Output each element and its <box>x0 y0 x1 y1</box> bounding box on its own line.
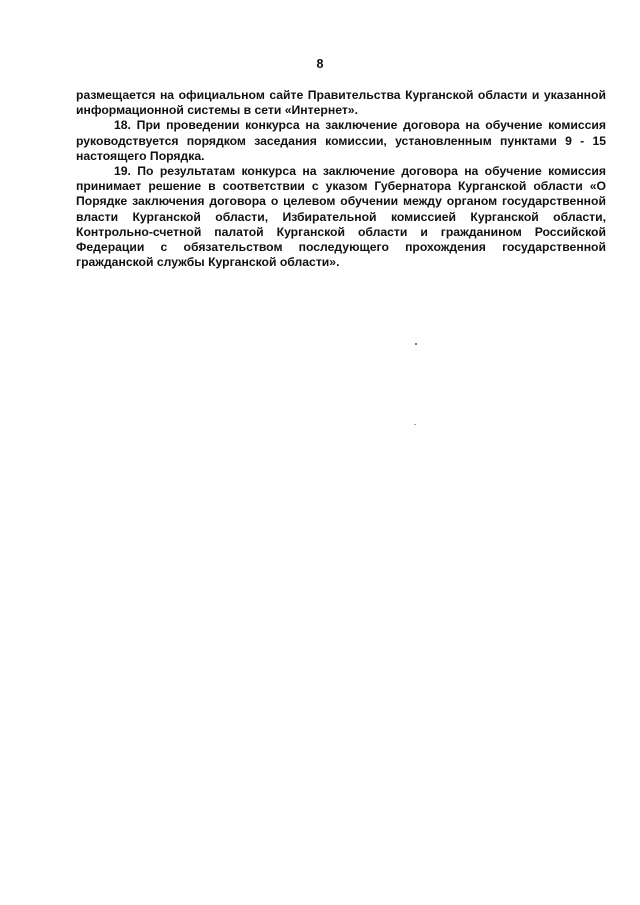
document-body <box>76 88 606 270</box>
scan-speck <box>414 424 416 425</box>
paragraph-item-18: 18. При проведении конкурса на заключение договора на обучение комиссия руководствуется порядком заседания комиссии, установленным пунктами 9 - 15 настоящего Порядка. <box>76 118 606 163</box>
scan-speck <box>415 343 417 345</box>
paragraph-continuation: размещается на официальном сайте Правительства Курганской области и указанной информационной системы в сети «Интернет». <box>76 88 606 118</box>
paragraph-item-19: 19. По результатам конкурса на заключение договора на обучение комиссия принимает решение в соответствии с указом Губернатора Курганской области «О Порядке заключения договора о целевом обучении между органом государственной власти Курганской области, Избирательной комиссией Курганской области, Контрольно-счетной палатой Курганской области и гражданином Российской Федерации с обязательством последующего прохождения государственной гражданской службы Курганской области». <box>76 164 606 270</box>
page-number: 8 <box>316 57 324 71</box>
